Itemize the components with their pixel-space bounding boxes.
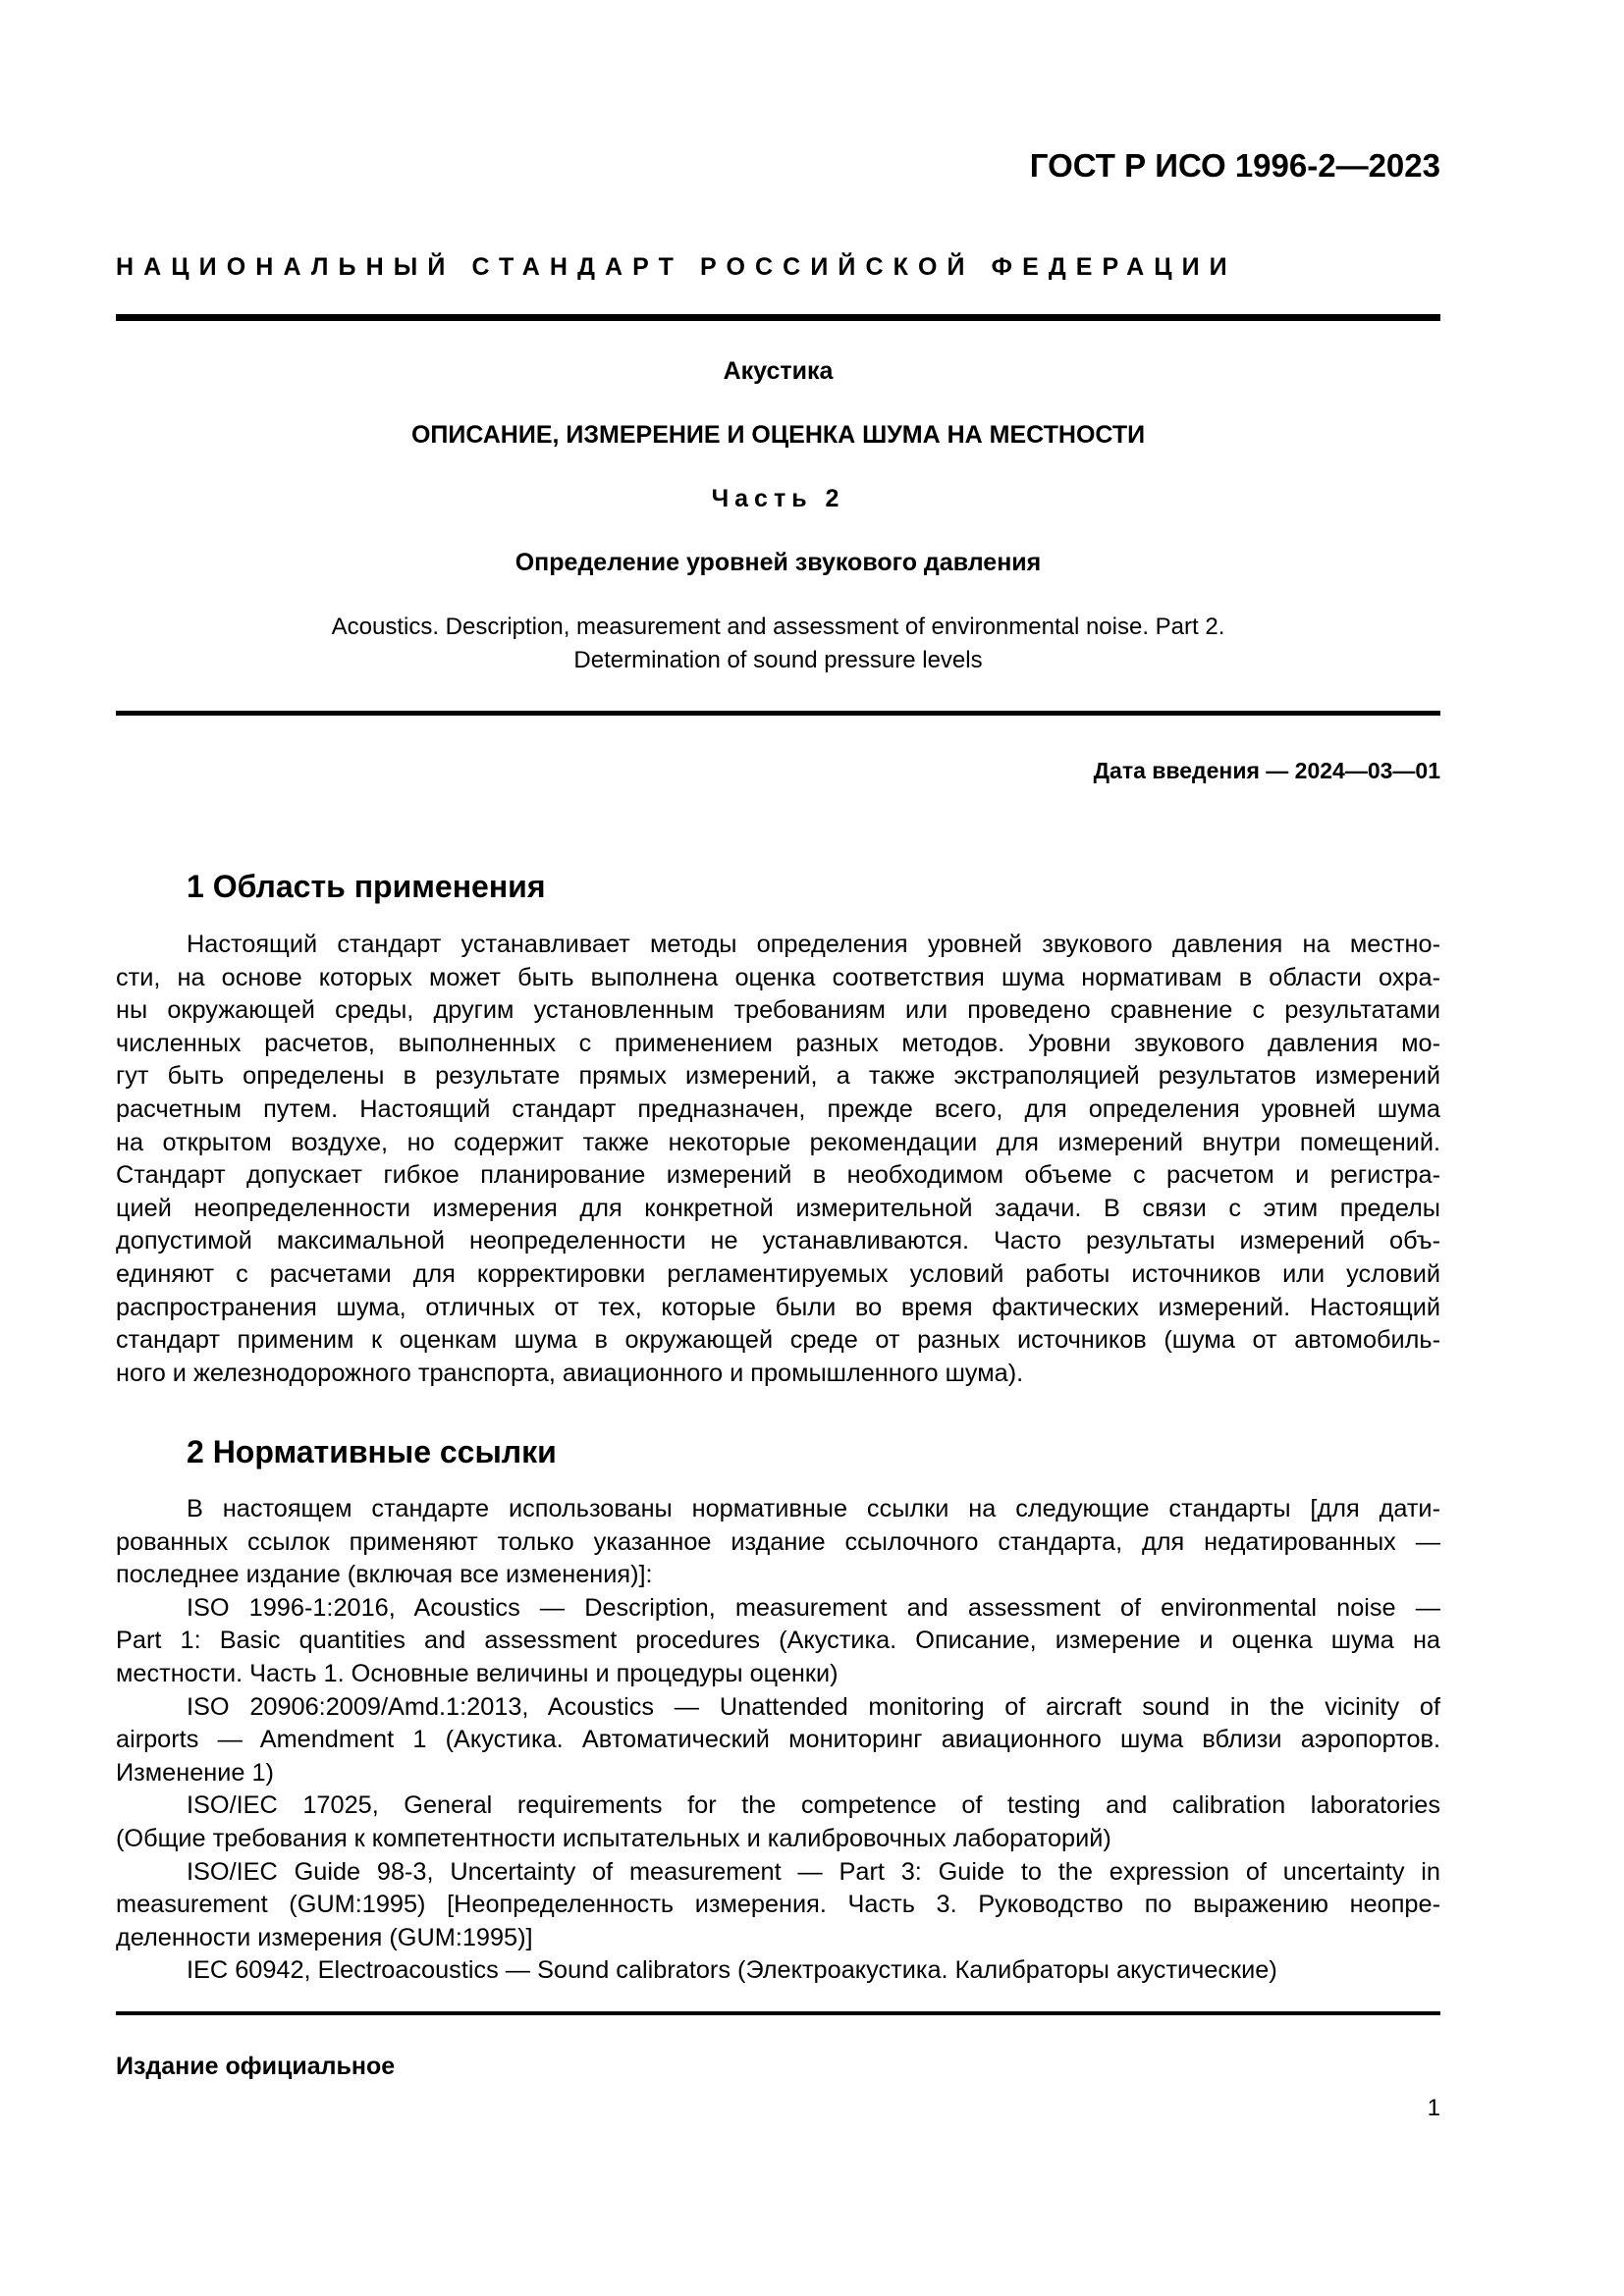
- national-standard-banner: НАЦИОНАЛЬНЫЙ СТАНДАРТ РОССИЙСКОЙ ФЕДЕРАЦИИ: [116, 253, 1237, 281]
- english-title: [116, 611, 1440, 677]
- official-edition-label: Издание официальное: [116, 2053, 396, 2080]
- reference-line: airports — Amendment 1 (Акустика. Автоматический мониторинг авиационного шума вблизи аэропортов.: [116, 1726, 1440, 1754]
- reference-line: деленности измерения (GUM:1995)]: [116, 1923, 533, 1951]
- page-number: 1: [1427, 2095, 1440, 2121]
- english-title-line: Acoustics. Description, measurement and assessment of environmental noise. Part 2.: [331, 614, 1225, 640]
- text-line: цией неопределенности измерения для конкретной измерительной задачи. В связи с этим пределы: [116, 1194, 1440, 1222]
- section-2-heading: 2 Нормативные ссылки: [187, 1434, 557, 1469]
- footer-rule: [116, 2011, 1440, 2015]
- text-line: на открытом воздухе, но содержит также некоторые рекомендации для измерений внутри помещений.: [116, 1128, 1440, 1156]
- text-line: допустимой максимальной неопределенности не устанавливаются. Часто результаты измерений объ-: [116, 1227, 1440, 1255]
- text-line: гут быть определены в результате прямых измерений, а также экстраполяцией результатов измерений: [116, 1062, 1440, 1091]
- text-line: численных расчетов, выполненных с применением разных методов. Уровни звукового давления мо-: [116, 1029, 1440, 1057]
- english-title-line: Determination of sound pressure levels: [573, 647, 983, 673]
- reference-line: (Общие требования к компетентности испытательных и калибровочных лабораторий): [116, 1824, 1111, 1852]
- text-line: рованных ссылок применяют только указанное издание ссылочного стандарта, для недатированных —: [116, 1527, 1440, 1556]
- document-page: [116, 0, 1440, 2296]
- text-line: ного и железнодорожного транспорта, авиационного и промышленного шума).: [116, 1359, 1024, 1387]
- subject-heading: Акустика: [723, 357, 834, 385]
- text-line: единяют с расчетами для корректировки регламентируемых условий работы источников или условий: [116, 1259, 1440, 1288]
- text-line: сти, на основе которых может быть выполнена оценка соответствия шума нормативам в области охра-: [116, 963, 1440, 991]
- reference-line: местности. Часть 1. Основные величины и процедуры оценки): [116, 1659, 839, 1687]
- text-line: расчетным путем. Настоящий стандарт предназначен, прежде всего, для определения уровней шума: [116, 1095, 1440, 1123]
- text-line: стандарт применим к оценкам шума в окружающей среде от разных источников (шума от автомобиль-: [116, 1326, 1440, 1355]
- text-line: Стандарт допускает гибкое планирование измерений в необходимом объеме с расчетом и регистра-: [116, 1161, 1440, 1190]
- reference-line: measurement (GUM:1995) [Неопределенность измерения. Часть 3. Руководство по выражению неопре-: [116, 1891, 1440, 1919]
- part-label: Часть 2: [711, 485, 845, 512]
- reference-line: ISO/IEC Guide 98-3, Uncertainty of measurement — Part 3: Guide to the expression of uncertainty in: [187, 1857, 1440, 1886]
- reference-line: ISO 1996-1:2016, Acoustics — Description, measurement and assessment of environmental noise —: [187, 1593, 1440, 1622]
- reference-line: ISO/IEC 17025, General requirements for the competence of testing and calibration laboratories: [187, 1791, 1440, 1820]
- title-rule: [116, 711, 1440, 716]
- introduction-date: Дата введения — 2024—03—01: [1093, 758, 1440, 783]
- part-title: Определение уровней звукового давления: [514, 549, 1042, 576]
- reference-line: Part 1: Basic quantities and assessment procedures (Акустика. Описание, измерение и оценка шума на: [116, 1627, 1440, 1655]
- section-2-body: [116, 1493, 1440, 1988]
- top-rule: [116, 314, 1440, 321]
- standard-number: ГОСТ Р ИСО 1996-2—2023: [1029, 147, 1440, 184]
- reference-line: ISO 20906:2009/Amd.1:2013, Acoustics — Unattended monitoring of aircraft sound in the vicinity of: [187, 1692, 1440, 1721]
- section-1-heading: 1 Область применения: [187, 869, 546, 904]
- text-line: Настоящий стандарт устанавливает методы определения уровней звукового давления на местно-: [187, 931, 1440, 958]
- document-title: ОПИСАНИЕ, ИЗМЕРЕНИЕ И ОЦЕНКА ШУМА НА МЕСТНОСТИ: [410, 421, 1146, 449]
- section-1-body: [116, 929, 1440, 1390]
- text-line: ны окружающей среды, другим установленным требованиям или проведено сравнение с результатами: [116, 996, 1440, 1025]
- text-line: последнее издание (включая все изменения)]:: [116, 1561, 653, 1589]
- text-line: В настоящем стандарте использованы нормативные ссылки на следующие стандарты [для дати-: [187, 1495, 1440, 1522]
- reference-line: Изменение 1): [116, 1758, 274, 1787]
- text-line: распространения шума, отличных от тех, которые были во время фактических измерений. Настоящий: [116, 1293, 1440, 1321]
- reference-line: IEC 60942, Electroacoustics — Sound calibrators (Электроакустика. Калибраторы акустические): [187, 1956, 1277, 1985]
